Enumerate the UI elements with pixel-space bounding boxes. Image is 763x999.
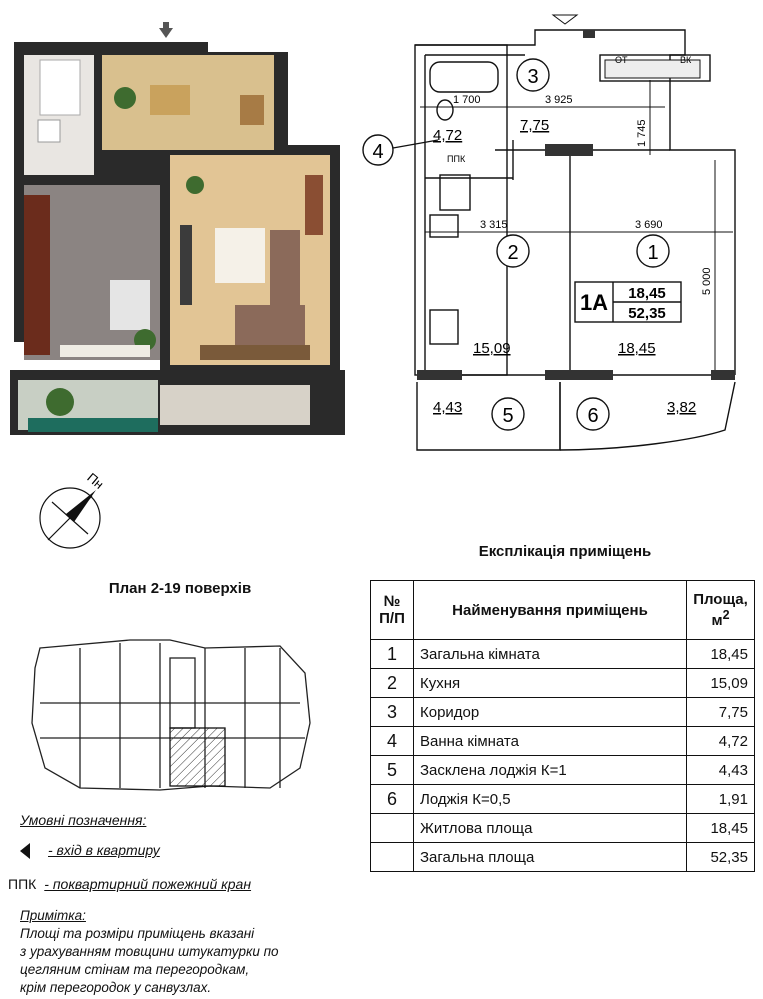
header-area: Площа, $м^2$ [687,581,755,640]
table-cell-area: 18,45 [687,640,755,669]
vk-label: ВК [680,55,692,65]
table-row [371,785,755,814]
table-cell-name: Ванна кімната [414,727,687,756]
legend-entrance-text: - вхід в квартиру [48,842,160,858]
room-area-5: 4,43 [433,399,463,416]
room-number-5: 5 [502,405,514,427]
note-title: Примітка: [20,908,86,923]
room-area-3: 7,75 [520,117,550,134]
total-area-value: 52,35 [628,305,666,322]
apartment-code: 1A [579,290,609,315]
table-row [371,756,755,785]
table-cell-name: Загальна кімната [414,640,687,669]
table-cell-name: Кухня [414,669,687,698]
header-number: № П/П [371,581,414,640]
dim-1745: 1 745 [636,119,648,147]
floor-plan-caption: План 2-19 поверхів [108,580,252,597]
table-cell-area: 4,43 [687,756,755,785]
table-cell-area: 4,72 [687,727,755,756]
living-area-value: 18,45 [628,285,666,302]
table-cell-name: Лоджія К=0,5 [414,785,687,814]
dim-3925: 3 925 [545,94,573,106]
note-block [20,907,279,997]
table-cell-area: 1,91 [687,785,755,814]
apartment-3d-render [0,0,350,455]
entrance-marker-icon [20,843,30,859]
table-cell-area: 52,35 [687,843,755,872]
room-number-1: 1 [647,242,659,264]
room-area-6: 3,82 [667,399,697,416]
dim-3690: 3 690 [635,219,663,231]
note-line: цегляним стінам та перегородкам, [20,962,250,977]
table-cell-num: 1 [371,640,414,669]
room-area-2: 15,09 [473,340,511,357]
table-cell-num [371,814,414,843]
table-row [371,814,755,843]
building-key-plan [20,628,320,800]
table-cell-num: 2 [371,669,414,698]
dim-1700: 1 700 [453,94,481,106]
table-cell-num: 5 [371,756,414,785]
compass-north-label: Пн [84,470,107,492]
explication-title: Експлікація приміщень [478,543,652,560]
compass-icon [30,470,120,560]
explication-table [370,580,755,872]
ppk-label: ППК [447,154,466,164]
note-line: з урахуванням товщини штукатурки по [20,944,279,959]
room-number-4: 4 [372,141,384,163]
legend-ppk [8,876,251,892]
floor-plan-drawing [405,10,763,460]
table-cell-num [371,843,414,872]
table-cell-area: 15,09 [687,669,755,698]
table-row [371,843,755,872]
table-cell-num: 6 [371,785,414,814]
header-room-name: Найменування приміщень [414,581,687,640]
table-row [371,640,755,669]
room-number-2: 2 [507,242,519,264]
legend-title: Умовні позначення: [20,812,147,828]
table-cell-name: Коридор [414,698,687,727]
ot-label: ОТ [615,55,628,65]
table-cell-area: 18,45 [687,814,755,843]
note-line: Площі та розміри приміщень вказані [20,926,255,941]
legend-ppk-text: - поквартирний пожежний кран [44,876,252,892]
legend-entrance [20,842,160,859]
table-row [371,698,755,727]
room-number-6: 6 [587,405,599,427]
table-row [371,669,755,698]
table-cell-num: 4 [371,727,414,756]
table-cell-name: Житлова площа [414,814,687,843]
table-cell-area: 7,75 [687,698,755,727]
table-cell-name: Загальна площа [414,843,687,872]
room-number-3: 3 [527,66,539,88]
room-area-1: 18,45 [618,340,656,357]
note-line: крім перегородок у санвузлах. [20,980,212,995]
dim-5000: 5 000 [701,267,713,295]
table-row [371,727,755,756]
room-area-4: 4,72 [433,127,463,144]
table-cell-name: Засклена лоджія К=1 [414,756,687,785]
room-4-callout [360,130,440,170]
table-cell-num: 3 [371,698,414,727]
legend-ppk-label: ППК [8,876,37,892]
dim-3315: 3 315 [480,219,508,231]
